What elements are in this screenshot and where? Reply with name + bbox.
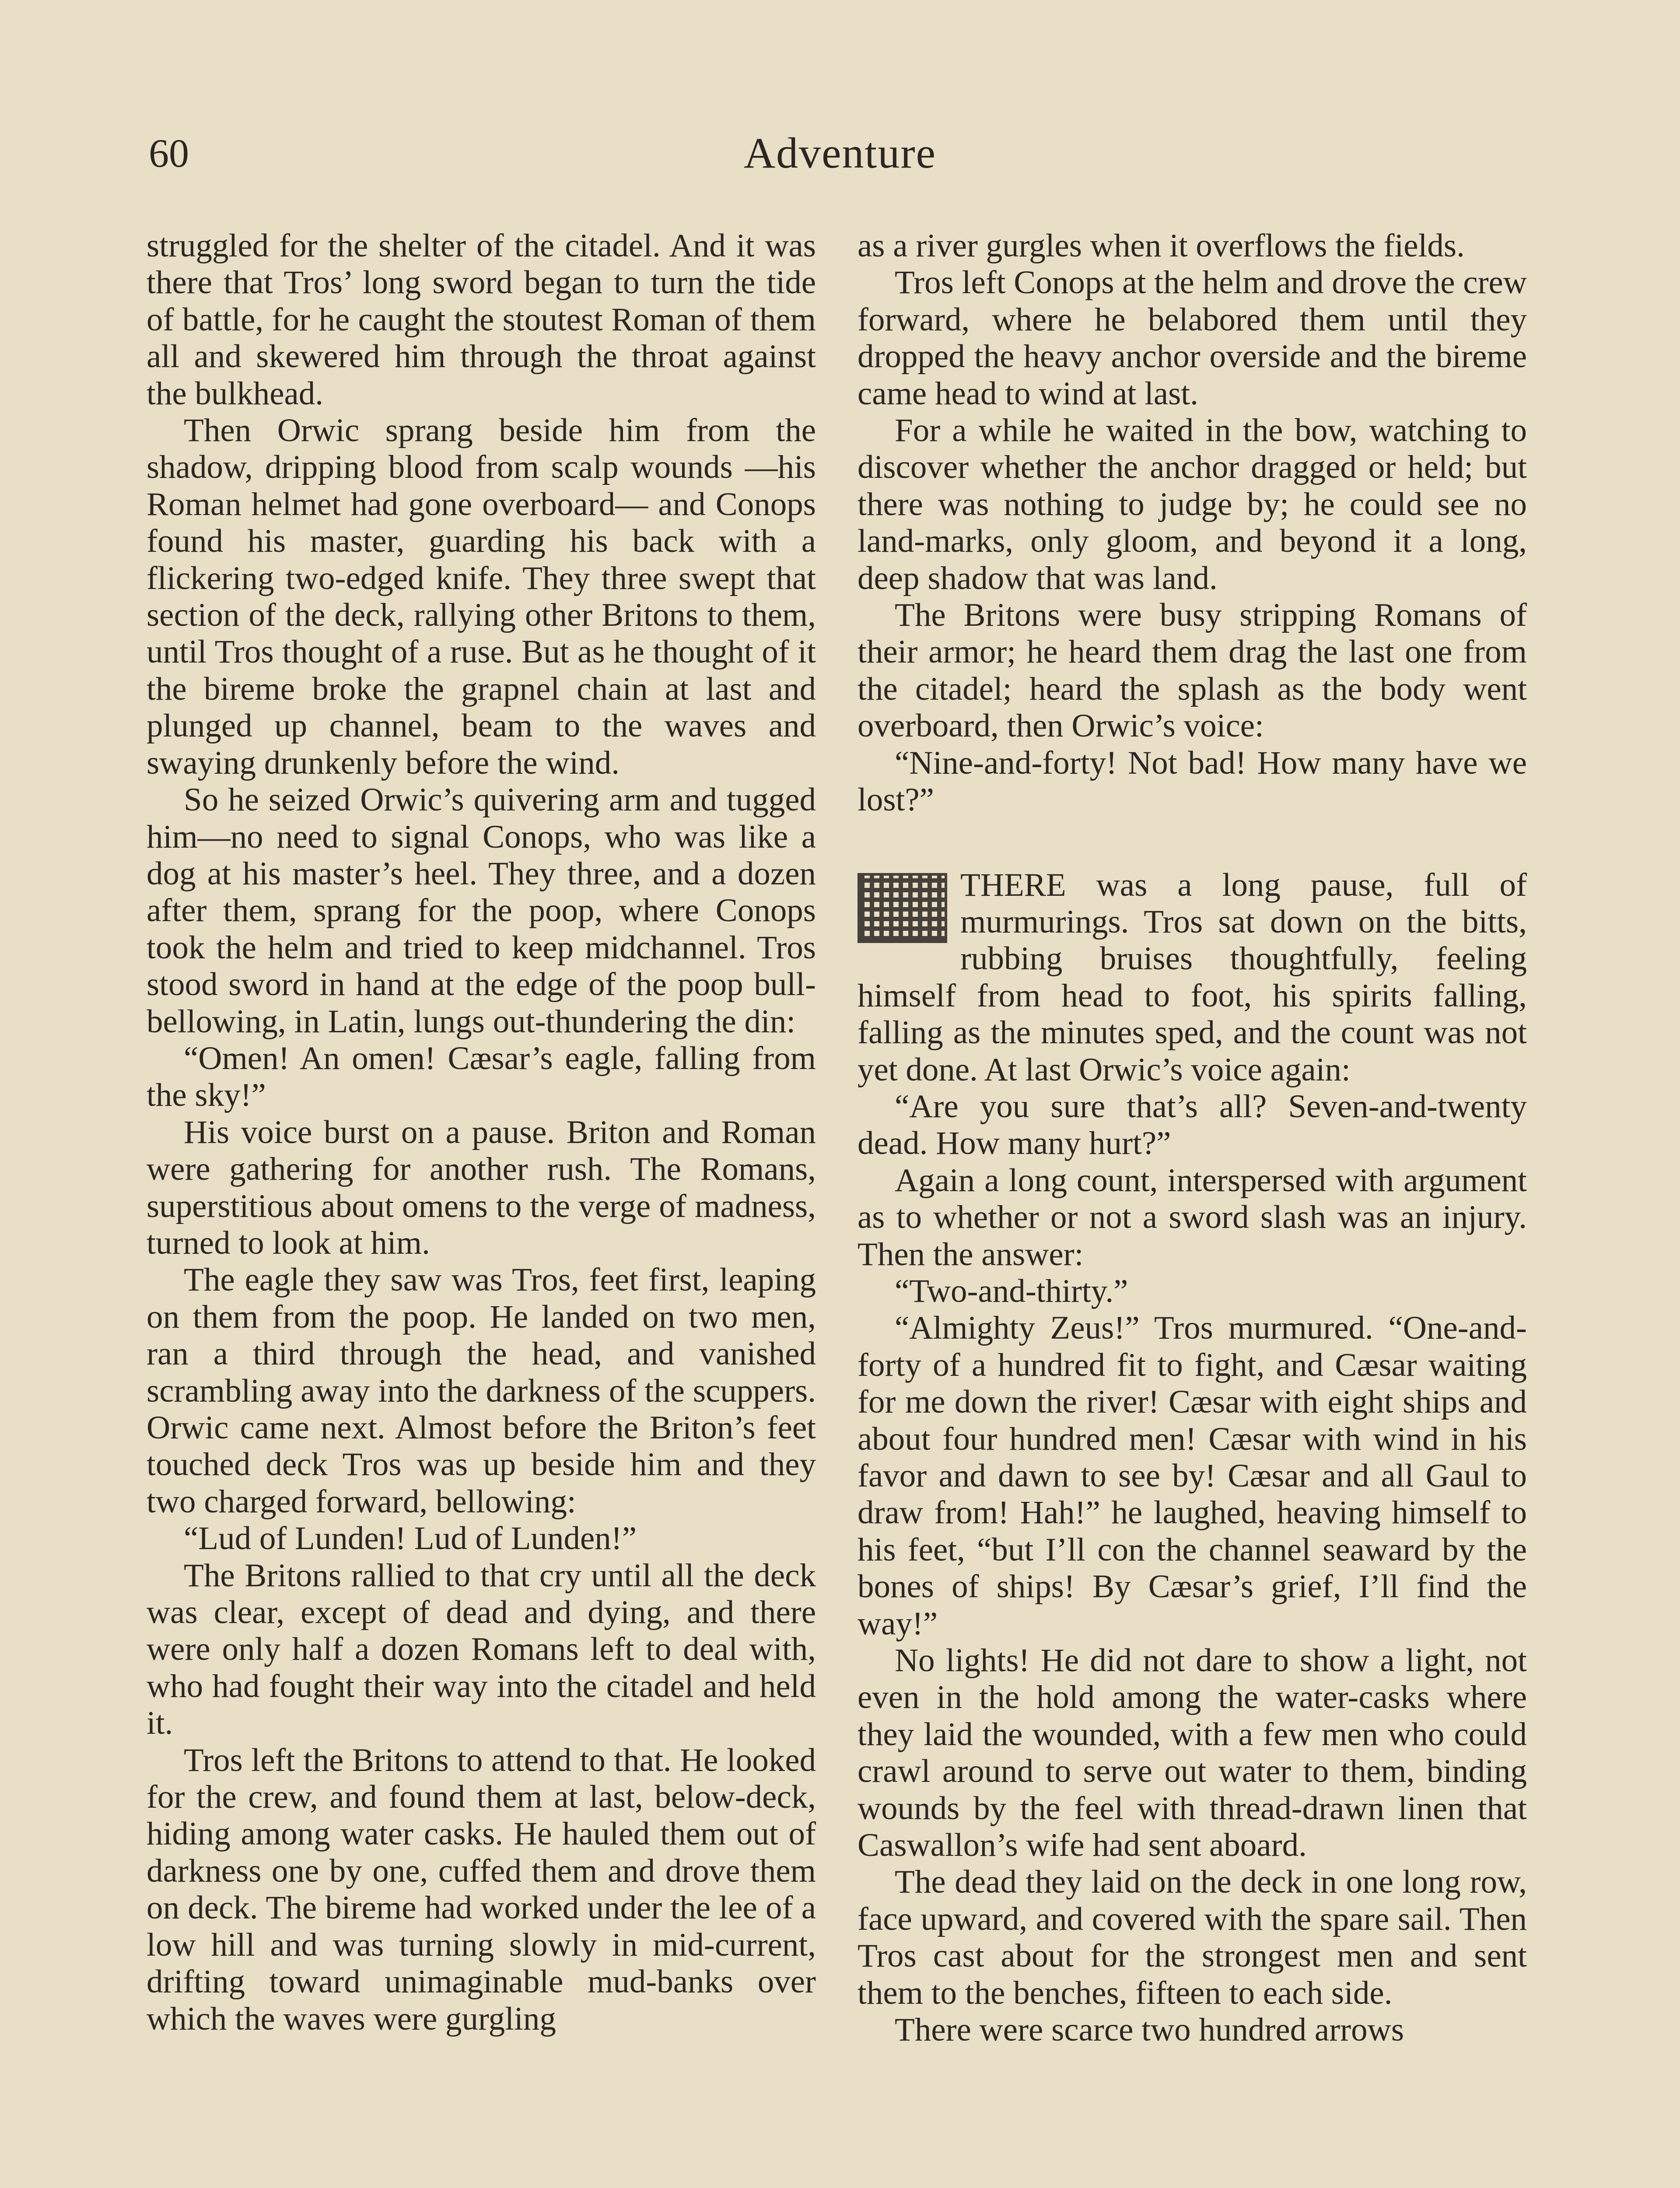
paragraph: Tros left Conops at the helm and drove the crew forward, where he belabored them until they dropped the heavy anchor overside and the bireme came head to wind at last.: [858, 264, 1527, 412]
paragraph: The Britons were busy stripping Romans of their armor; he heard them drag the last one from the citadel; heard the splash as the body went overboard, then Orwic’s voice:: [858, 597, 1527, 744]
paragraph: The Britons rallied to that cry until all the deck was clear, except of dead and dying, and there were only half a dozen Romans left to deal with, who had fought their way into the citadel and held it.: [147, 1557, 816, 1742]
paragraph: “Almighty Zeus!” Tros murmured. “One-and-forty of a hundred fit to fight, and Cæsar waiting for me down the river! Cæsar with eight ships and about four hundred men! Cæsar with wind in his favor and dawn to see by! Cæsar and all Gaul to draw from! Hah!” he laughed, heaving himself to his feet, “but I’ll con the channel seaward by the bones of ships! By Cæsar’s grief, I’ll find the way!”: [858, 1310, 1527, 1642]
paragraph: struggled for the shelter of the citadel. And it was there that Tros’ long sword began to turn the tide of battle, for he caught the stoutest Roman of them all and skewered him through the throat against the bulkhead.: [147, 228, 816, 412]
right-column: [858, 228, 1527, 2049]
section-opening: [858, 867, 1527, 1088]
magazine-title: Adventure: [743, 129, 937, 177]
paragraph: “Are you sure that’s all? Seven-and-twenty dead. How many hurt?”: [858, 1088, 1527, 1162]
paragraph: “Nine-and-forty! Not bad! How many have we lost?”: [858, 744, 1527, 818]
ornament-icon: [858, 873, 947, 943]
paragraph: “Lud of Lunden! Lud of Lunden!”: [184, 1520, 637, 1557]
paragraph: Again a long count, interspersed with argument as to whether or not a sword slash was an injury. Then the answer:: [858, 1162, 1527, 1273]
paragraph: His voice burst on a pause. Briton and Roman were gathering for another rush. The Romans, superstitious about omens to the verge of madness, turned to look at him.: [147, 1114, 816, 1261]
paragraph: “Two-and-thirty.”: [895, 1273, 1128, 1309]
section-opening-text: THERE was a long pause, full of murmurings. Tros sat down on the bitts, rubbing bruises thoughtfully, feeling himself from head to foot, his spirits falling, falling as the minutes sped, and the count was not yet done. At last Orwic’s voice again:: [858, 866, 1527, 1088]
left-column: [147, 228, 816, 2037]
paragraph: The dead they laid on the deck in one long row, face upward, and covered with the spare sail. Then Tros cast about for the strongest men and sent them to the benches, fifteen to each side.: [858, 1864, 1527, 2011]
running-head: [149, 118, 1531, 179]
paragraph: No lights! He did not dare to show a light, not even in the hold among the water-casks where they laid the wounded, with a few men who could crawl around to serve out water to them, binding wounds by the feel with thread-drawn linen that Caswallon’s wife had sent aboard.: [858, 1642, 1527, 1864]
paragraph: Then Orwic sprang beside him from the shadow, dripping blood from scalp wounds —his Roman helmet had gone overboard— and Conops found his master, guarding his back with a flickering two-edged knife. They three swept that section of the deck, rallying other Britons to them, until Tros thought of a ruse. But as he thought of it the bireme broke the grapnel chain at last and plunged up channel, beam to the waves and swaying drunkenly before the wind.: [147, 412, 816, 781]
paragraph: There were scarce two hundred arrows: [895, 2012, 1404, 2048]
paragraph: For a while he waited in the bow, watching to discover whether the anchor dragged or held; but there was nothing to judge by; he could see no land-marks, only gloom, and beyond it a long, deep shadow that was land.: [858, 412, 1527, 596]
continuation-paragraph: as a river gurgles when it overflows the fields.: [858, 228, 1465, 264]
paragraph: Tros left the Britons to attend to that. He looked for the crew, and found them at last, below-deck, hiding among water casks. He hauled them out of darkness one by one, cuffed them and drove them on deck. The bireme had worked under the lee of a low hill and was turning slowly in mid-current, drifting toward unimaginable mud-banks over which the waves were gurgling: [147, 1742, 816, 2037]
paragraph: So he seized Orwic’s quivering arm and tugged him—no need to signal Conops, who was like a dog at his master’s heel. They three, and a dozen after them, sprang for the poop, where Conops took the helm and tried to keep midchannel. Tros stood sword in hand at the edge of the poop bull-bellowing, in Latin, lungs out-thundering the din:: [147, 782, 816, 1040]
paragraph: “Omen! An omen! Cæsar’s eagle, falling from the sky!”: [147, 1040, 816, 1114]
page-number: 60: [149, 131, 189, 175]
paragraph: The eagle they saw was Tros, feet first, leaping on them from the poop. He landed on two men, ran a third through the head, and vanished scrambling away into the darkness of the scuppers. Orwic came next. Almost before the Briton’s feet touched deck Tros was up beside him and they two charged forward, bellowing:: [147, 1262, 816, 1520]
